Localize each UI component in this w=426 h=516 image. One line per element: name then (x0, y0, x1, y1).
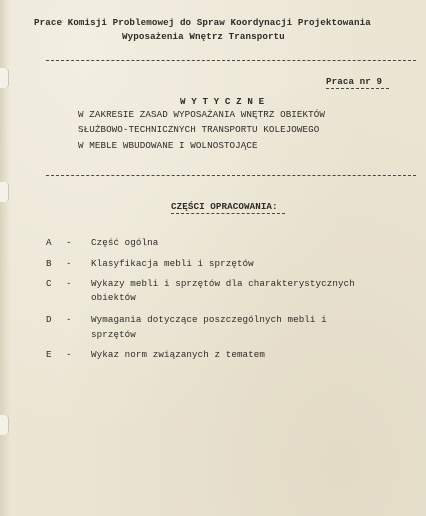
binder-hole (0, 415, 9, 435)
item-separator: - (66, 237, 72, 248)
item-text-c-line-2: obiektów (91, 292, 136, 303)
item-text-c-line-1: Wykazy mebli i sprzętów dla charakterystycznych (91, 278, 355, 289)
item-separator: - (66, 349, 72, 360)
item-text-b: Klasyfikacja mebli i sprzętów (91, 258, 254, 269)
item-letter-c: C (46, 278, 52, 289)
contents-heading: CZĘŚCI OPRACOWANIA: (171, 201, 278, 212)
item-separator: - (66, 278, 72, 289)
document-title: W Y T Y C Z N E (180, 96, 265, 107)
binder-hole (0, 68, 9, 88)
header-line-1: Prace Komisji Problemowej do Spraw Koordynacji Projektowania (34, 17, 371, 28)
item-letter-a: A (46, 237, 52, 248)
contents-heading-underline (171, 213, 285, 214)
item-text-e: Wykaz norm związanych z tematem (91, 349, 266, 360)
item-separator: - (66, 258, 72, 269)
item-text-d-line-1: Wymagania dotyczące poszczególnych mebli i (91, 314, 327, 325)
subtitle-line-3: W MEBLE WBUDOWANE I WOLNOSTOJĄCE (78, 140, 258, 151)
header-line-2: Wyposażenia Wnętrz Transportu (122, 31, 285, 42)
item-letter-e: E (46, 349, 52, 360)
item-letter-b: B (46, 258, 52, 269)
item-separator: - (66, 314, 72, 325)
binder-hole (0, 182, 9, 202)
document-number-underline (326, 88, 389, 89)
item-letter-d: D (46, 314, 52, 325)
subtitle-line-1: W ZAKRESIE ZASAD WYPOSAŻANIA WNĘTRZ OBIEKTÓW (78, 109, 325, 120)
separator-middle (46, 175, 416, 176)
separator-top (46, 60, 416, 61)
item-text-d-line-2: sprzętów (91, 329, 136, 340)
document-number: Praca nr 9 (326, 76, 383, 87)
subtitle-line-2: SŁUŻBOWO-TECHNICZNYCH TRANSPORTU KOLEJOWEGO (78, 124, 320, 135)
item-text-a: Część ogólna (91, 237, 159, 248)
